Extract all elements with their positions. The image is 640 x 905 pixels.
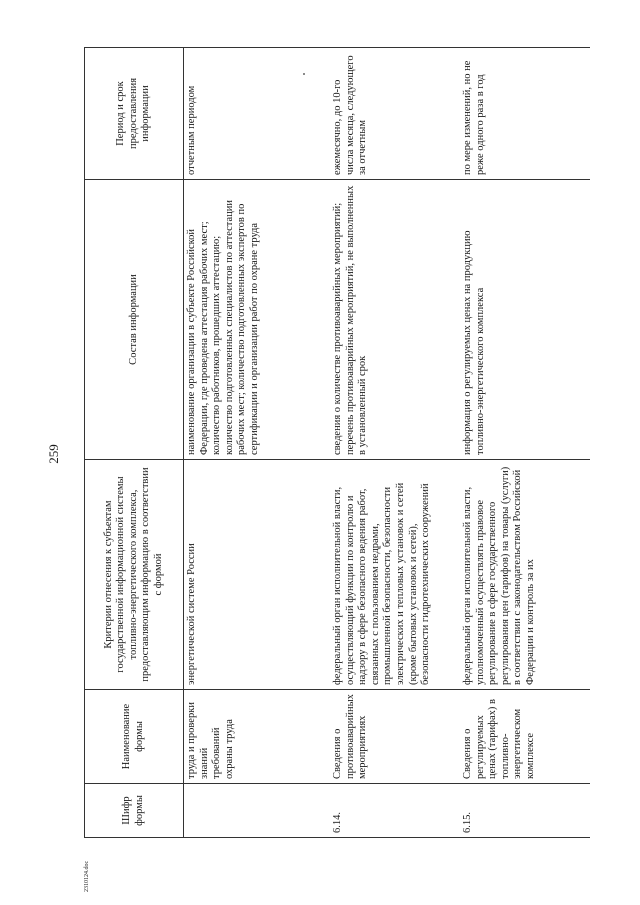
- cell-content: сведения о количестве противоаварийных мероприятий; перечень противоаварийных мероприятий, не выполненных в установленный срок: [330, 180, 460, 460]
- header-form-name: Наименование формы: [85, 690, 184, 784]
- cell-content: информация о регулируемых ценах на продукцию топливно-энергетического комплекса: [460, 180, 590, 460]
- cell-content: наименование организации в субъекте Российской Федерации, где проведена аттестация рабочих мест; количество работников, прошедших аттестацию; количество подготовленных специалистов по аттестации рабочих мест; количество подготовленных экспертов по сертификации и организации работ по охране труда: [184, 180, 331, 460]
- header-period: Период и срок предоставления информации: [85, 48, 184, 180]
- cell-form-name: Сведения о регулируемых ценах (тарифах) в топливно-энергетическом комплексе: [460, 690, 590, 784]
- table-row: [460, 48, 590, 838]
- header-content: Состав информации: [85, 180, 184, 460]
- cell-period: отчетным периодом: [184, 48, 331, 180]
- cell-code: 6.14.: [330, 784, 460, 838]
- page-number: 259: [45, 444, 61, 464]
- cell-code: 6.15.: [460, 784, 590, 838]
- header-code: Шифр формы: [85, 784, 184, 838]
- header-criteria: Критерии отнесения к субъектам государственной информационной системы топливно-энергетического комплекса, предоставляющим информацию в соответствии с формой: [85, 460, 184, 690]
- rotated-table-container: [84, 48, 574, 838]
- cell-criteria: энергетической системе России: [184, 460, 331, 690]
- table-row: [330, 48, 460, 838]
- table-row: [184, 48, 331, 838]
- footer-filename: [84, 862, 92, 892]
- cell-criteria: федеральный орган исполнительной власти, уполномоченный осуществлять правовое регулирование в сфере государственного регулирования цен (тарифов) на товары (услуги) в соответствии с законодательством Российской Федерации и контроль за их: [460, 460, 590, 690]
- cell-code: [184, 784, 331, 838]
- cell-form-name: Сведения о противоаварийных мероприятиях: [330, 690, 460, 784]
- table-header-row: [85, 48, 184, 838]
- cell-period: по мере изменений, но не реже одного раза в год: [460, 48, 590, 180]
- cell-period: ежемесячно, до 10-го числа месяца, следующего за отчетным: [330, 48, 460, 180]
- form-table: [84, 47, 590, 838]
- cell-criteria: федеральный орган исполнительной власти, осуществляющий функции по контролю и надзору в сфере безопасного ведения работ, связанных с пользованием недрами, промышленной безопасности, безопасности электрических и тепловых установок и сетей (кроме бытовых установок и сетей), безопасности гидротехнических сооружений: [330, 460, 460, 690]
- footer-filename-text: 2310124.doc: [84, 860, 90, 892]
- cell-form-name: труда и проверки знаний требований охраны труда: [184, 690, 331, 784]
